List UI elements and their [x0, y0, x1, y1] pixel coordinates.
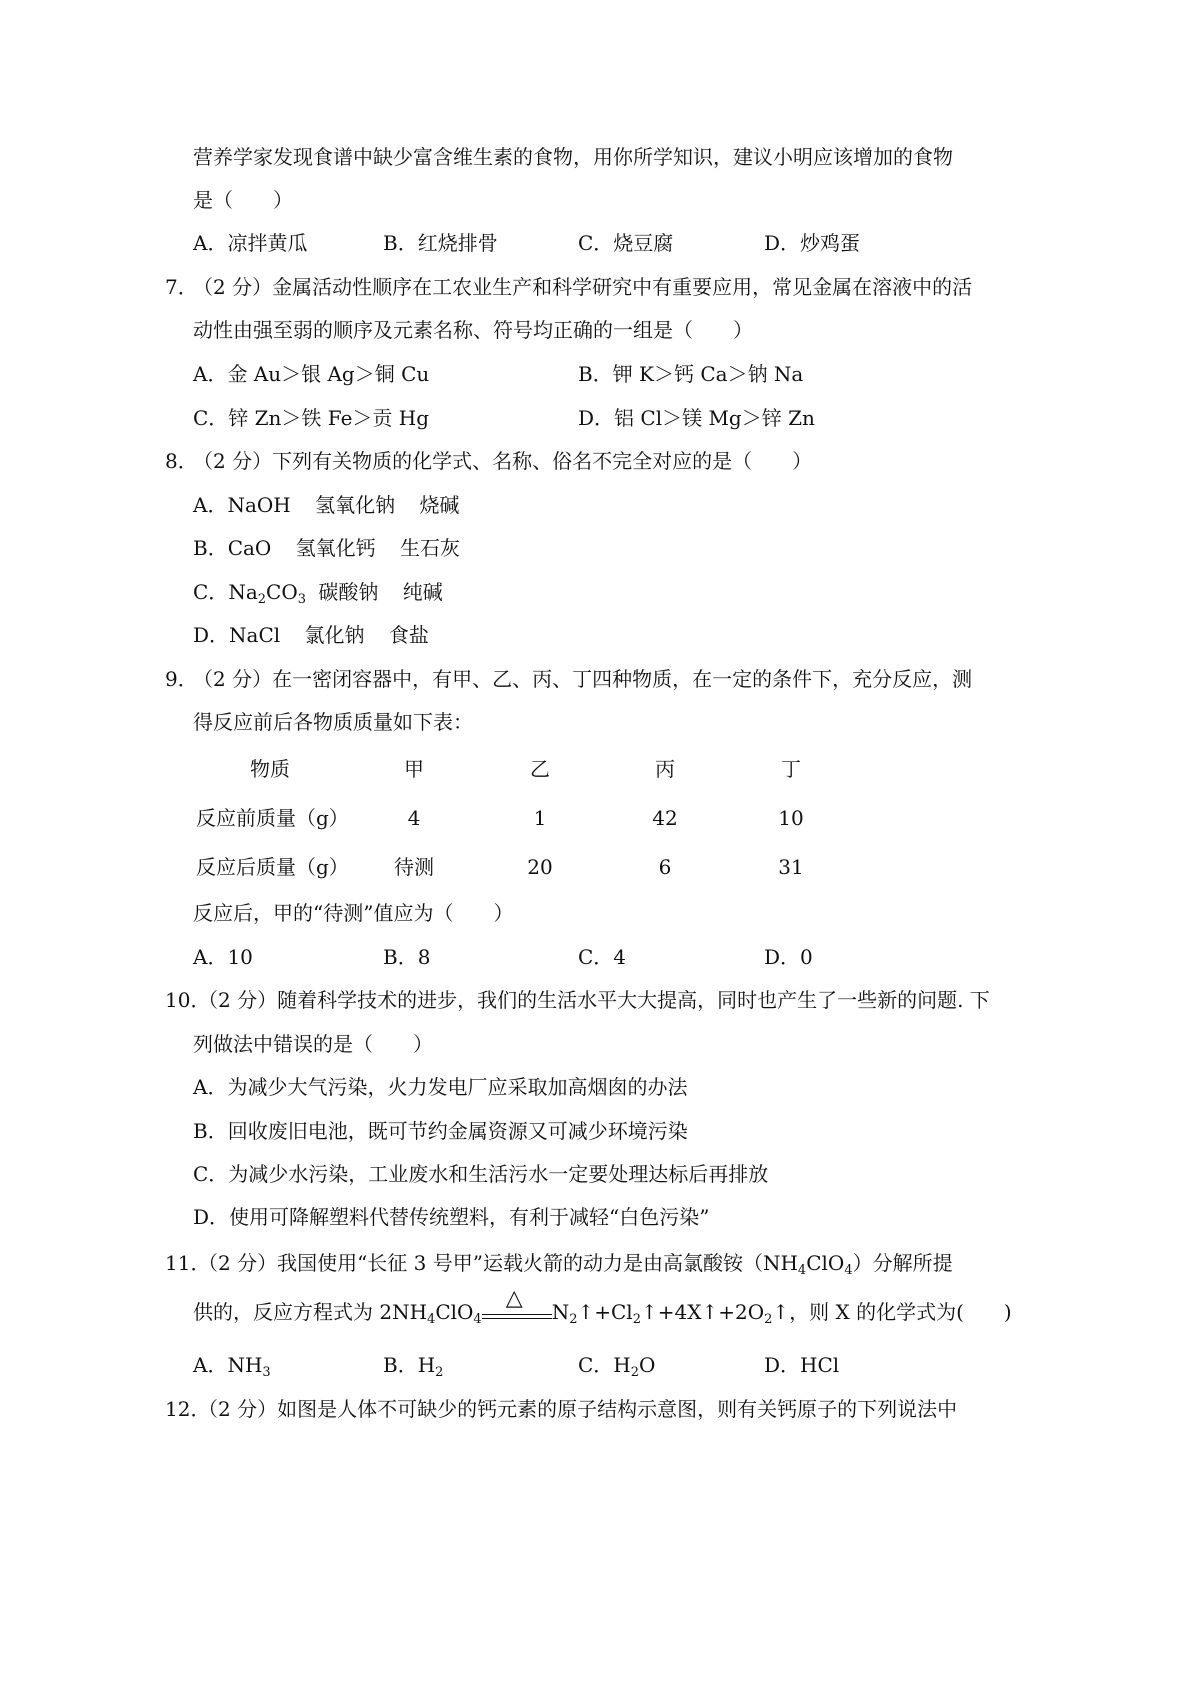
q7-number: 7． [165, 275, 198, 299]
q11-eq-rhs-d: ↑，则 X 的化学式为( ) [772, 1300, 1012, 1324]
q9-table-r2-c3: 6 [658, 855, 672, 879]
q10-number: 10． [165, 988, 211, 1012]
q11-stem-line1-sub: 4 [797, 1263, 807, 1278]
q8-option-d-formula: NaCl [229, 623, 281, 647]
q11-eq-rhs-c: ↑+4X↑+2O [640, 1300, 765, 1324]
q8-option-c-common: 纯碱 [402, 580, 443, 604]
q6-option-a: A．凉拌黄瓜 [193, 231, 308, 255]
q8-option-a-formula: NaOH [227, 493, 291, 517]
q9-option-c: C．4 [578, 945, 627, 969]
q11-option-c-text: C．H [578, 1353, 631, 1377]
q7-stem-line1: （2 分）金属活动性顺序在工农业生产和科学研究中有重要应用，常见金属在溶液中的活 [193, 275, 973, 299]
q11-eq-rhs-sub-c: 2 [764, 1312, 773, 1327]
q9-after: 反应后，甲的“待测”值应为（ ） [193, 901, 514, 925]
q10-stem-line1: （2 分）随着科学技术的进步，我们的生活水平大大提高，同时也产生了一些新的问题. 下 [198, 988, 990, 1012]
q11-stem-line1-b: ClO [806, 1251, 845, 1275]
q9-stem-line1: （2 分）在一密闭容器中，有甲、乙、丙、丁四种物质，在一定的条件下，充分反应，测 [193, 667, 973, 691]
q8-option-d-name: 氯化钠 [304, 623, 365, 647]
q8-option-c-name: 碳酸钠 [318, 580, 379, 604]
q8-option-c [193, 578, 443, 606]
q9-number: 9． [165, 667, 198, 691]
q11-eq-sub2: 4 [473, 1312, 482, 1327]
q9-table-r2-c4: 31 [778, 855, 804, 879]
q10-option-c: C．为减少水污染，工业废水和生活污水一定要处理达标后再排放 [193, 1162, 769, 1186]
q8-option-a-name: 氢氧化钠 [315, 493, 396, 517]
q11-eq-mid: ClO [435, 1300, 474, 1324]
q9-stem-line2: 得反应前后各物质质量如下表： [193, 710, 473, 734]
q10-option-a: A．为减少大气污染，火力发电厂应采取加高烟囱的办法 [193, 1075, 688, 1099]
q11-option-c-sub: 2 [630, 1365, 640, 1380]
q11-option-a [193, 1351, 271, 1379]
q8-option-a-label: A． [193, 493, 228, 517]
q11-eq-rhs-sub-b: 2 [632, 1312, 641, 1327]
q9-option-a: A．10 [193, 945, 253, 969]
q11-eq-rhs-sub-a: 2 [569, 1312, 578, 1327]
q7-option-c: C．锌 Zn＞铁 Fe＞贡 Hg [193, 406, 430, 430]
q9-table-r2-c1: 待测 [394, 855, 434, 879]
q8-number: 8． [165, 449, 198, 473]
q8-option-b-label: B． [193, 536, 228, 560]
q12-stem-line1: （2 分）如图是人体不可缺少的钙元素的原子结构示意图，则有关钙原子的下列说法中 [198, 1397, 958, 1421]
q9-table-r2-c2: 20 [527, 855, 553, 879]
q8-option-b-name: 氢氧化钙 [295, 536, 376, 560]
q11-stem-line1-sub2: 4 [844, 1263, 853, 1278]
q9-table-r1-c2: 1 [533, 806, 547, 830]
q10-option-b: B．回收废旧电池，既可节约金属资源又可减少环境污染 [193, 1119, 688, 1143]
q9-table-r1-c4: 10 [778, 806, 804, 830]
q7-option-b: B．钾 K＞钙 Ca＞钠 Na [578, 362, 804, 386]
q8-option-b [193, 534, 460, 562]
q8-option-c-sub2: 3 [297, 592, 307, 607]
q9-table-header-4: 丁 [781, 757, 801, 781]
q8-option-d-common: 食盐 [388, 623, 429, 647]
q11-stem-line1-c: ）分解所提 [852, 1251, 953, 1275]
q8-option-c-sub1: 2 [257, 592, 267, 607]
q11-option-d-text: D．HCl [764, 1353, 840, 1377]
q8-option-d [193, 621, 429, 649]
q11-option-c [578, 1351, 655, 1379]
q11-option-b-text: B．H [383, 1353, 436, 1377]
q8-option-a [193, 491, 459, 519]
q10-option-d: D．使用可降解塑料代替传统塑料，有利于减轻“白色污染” [193, 1205, 710, 1229]
q11-stem-line1 [198, 1249, 953, 1277]
q11-option-b-sub: 2 [435, 1365, 444, 1380]
q8-option-d-label: D． [193, 623, 230, 647]
q12-number: 12． [165, 1397, 211, 1421]
q6-stem-line1: 营养学家发现食谱中缺少富含维生素的食物，用你所学知识，建议小明应该增加的食物 [193, 145, 953, 169]
heat-triangle-icon: △ [505, 1286, 523, 1311]
q11-eq-heat-arrow [482, 1286, 552, 1326]
q7-stem-line2: 动性由强至弱的顺序及元素名称、符号均正确的一组是（ ） [193, 318, 753, 342]
q11-option-c-post: O [639, 1353, 656, 1377]
q8-option-b-common: 生石灰 [400, 536, 461, 560]
q11-stem-line1-a: （2 分）我国使用“长征 3 号甲”运载火箭的动力是由高氯酸铵（NH [198, 1251, 798, 1275]
q10-stem-line2: 列做法中错误的是（ ） [193, 1032, 433, 1056]
q11-number: 11． [165, 1251, 211, 1275]
q9-table-header-1: 甲 [404, 757, 424, 781]
q11-eq-prefix: 供的，反应方程式为 2NH [193, 1300, 428, 1324]
q6-option-d: D．炒鸡蛋 [764, 231, 861, 255]
q11-eq-sub1: 4 [427, 1312, 436, 1327]
q11-option-b [383, 1351, 443, 1379]
q11-eq-rhs-a: N [551, 1300, 570, 1324]
q9-table-header-3: 丙 [655, 757, 675, 781]
q11-option-d [764, 1351, 839, 1379]
q11-option-a-sub: 3 [262, 1365, 271, 1380]
q7-option-a: A．金 Au＞银 Ag＞铜 Cu [193, 362, 430, 386]
q8-stem-line1: （2 分）下列有关物质的化学式、名称、俗名不完全对应的是（ ） [193, 449, 813, 473]
q11-equation-line [193, 1286, 1012, 1327]
q6-stem-line2: 是（ ） [193, 188, 293, 212]
q9-table-r1-label: 反应前质量（g） [196, 806, 349, 830]
q11-eq-rhs-b: ↑+Cl [577, 1300, 633, 1324]
q9-option-d: D．0 [764, 945, 813, 969]
q6-option-b: B．红烧排骨 [383, 231, 498, 255]
q11-option-a-text: A．NH [193, 1353, 263, 1377]
q9-table-header-0: 物质 [250, 757, 290, 781]
q8-option-a-common: 烧碱 [419, 493, 460, 517]
q9-table-header-2: 乙 [530, 757, 550, 781]
q7-option-d: D．铝 Cl＞镁 Mg＞锌 Zn [578, 406, 815, 430]
q8-option-c-formula-pre: Na [228, 580, 258, 604]
q8-option-b-formula: CaO [227, 536, 272, 560]
q8-option-c-label: C． [193, 580, 229, 604]
q9-option-b: B．8 [383, 945, 431, 969]
q6-option-c: C．烧豆腐 [578, 231, 674, 255]
q9-table-r1-c1: 4 [407, 806, 421, 830]
q9-table-r1-c3: 42 [652, 806, 678, 830]
q8-option-c-formula-mid: CO [266, 580, 298, 604]
q9-table-r2-label: 反应后质量（g） [196, 855, 349, 879]
